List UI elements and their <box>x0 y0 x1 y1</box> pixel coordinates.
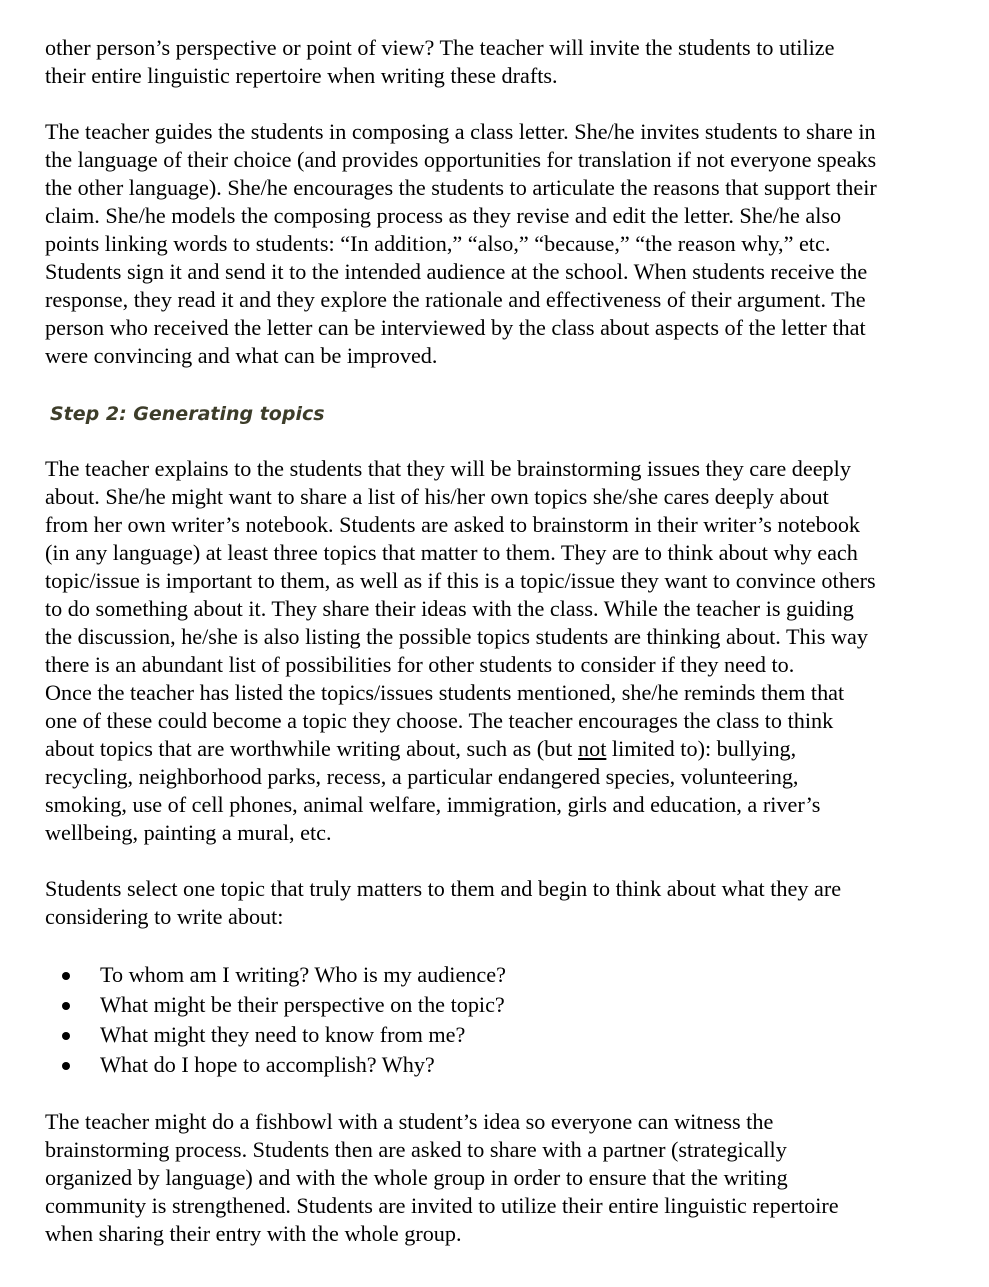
list-item <box>45 990 970 1020</box>
underlined-word-not: not <box>578 736 607 761</box>
paragraph-fishbowl: The teacher might do a fishbowl with a student’s idea so everyone can witness the brainstorming process. Students then are asked to share with a partner (strategically organized by language) and with the whole group in order to ensure that the writing community is strengthened. Students are invited to utilize their entire linguistic repertoire when sharing their entry with the whole group. <box>45 1109 839 1246</box>
list-item-text: What might be their perspective on the topic? <box>100 992 505 1017</box>
list-item-text: To whom am I writing? Who is my audience? <box>100 962 506 987</box>
bullet-icon <box>62 1002 70 1010</box>
bullet-icon <box>62 1032 70 1040</box>
paragraph-class-letter: The teacher guides the students in composing a class letter. She/he invites students to share in the language of their choice (and provides opportunities for translation if not everyone speaks the other language). She/he encourages the students to articulate the reasons that support their claim. She/he models the composing process as they revise and edit the letter. She/he also points linking words to students: “In addition,” “also,” “because,” “the reason why,” etc. Students sign it and send it to the intended audience at the school. When students receive the response, they read it and they explore the rationale and effectiveness of their argument. The person who received the letter can be interviewed by the class about aspects of the letter that were convincing and what can be improved. <box>45 119 877 368</box>
list-item <box>45 960 970 990</box>
brainstorm-text-part2: limited to): bullying, recycling, neighborhood parks, recess, a particular endangered species, volunteering, smoking, use of cell phones, animal welfare, immigration, girls and education, a river’s wellbeing, painting a mural, etc. <box>45 736 821 845</box>
question-list <box>45 960 970 1080</box>
list-item <box>45 1020 970 1050</box>
paragraph-brainstorm <box>45 455 970 847</box>
paragraph-intro-end: other person’s perspective or point of view? The teacher will invite the students to utilize their entire linguistic repertoire when writing these drafts. <box>45 35 835 88</box>
list-item-text: What might they need to know from me? <box>100 1022 466 1047</box>
paragraph-select-topic: Students select one topic that truly matters to them and begin to think about what they are considering to write about: <box>45 876 842 929</box>
bullet-icon <box>62 972 70 980</box>
list-item-text: What do I hope to accomplish? Why? <box>100 1052 435 1077</box>
list-item <box>45 1050 970 1080</box>
document-page <box>45 34 970 1248</box>
bullet-icon <box>62 1062 70 1070</box>
section-heading-step-2: Step 2: Generating topics <box>50 403 325 425</box>
brainstorm-text-part1: The teacher explains to the students that they will be brainstorming issues they care deeply about. She/he might want to share a list of his/her own topics she/she cares deeply about from her own writer’s notebook. Students are asked to brainstorm in their writer’s notebook (in any language) at least three topics that matter to them. They are to think about why each topic/issue is important to them, as well as if this is a topic/issue they want to convince others to do something about it. They share their ideas with the class. While the teacher is guiding the discussion, he/she is also listing the possible topics students are thinking about. This way there is an abundant list of possibilities for other students to consider if they need to. Once the teacher has listed the topics/issues students mentioned, she/he reminds them that one of these could become a topic they choose. The teacher encourages the class to think about topics that are worthwhile writing about, such as (but <box>45 456 876 761</box>
